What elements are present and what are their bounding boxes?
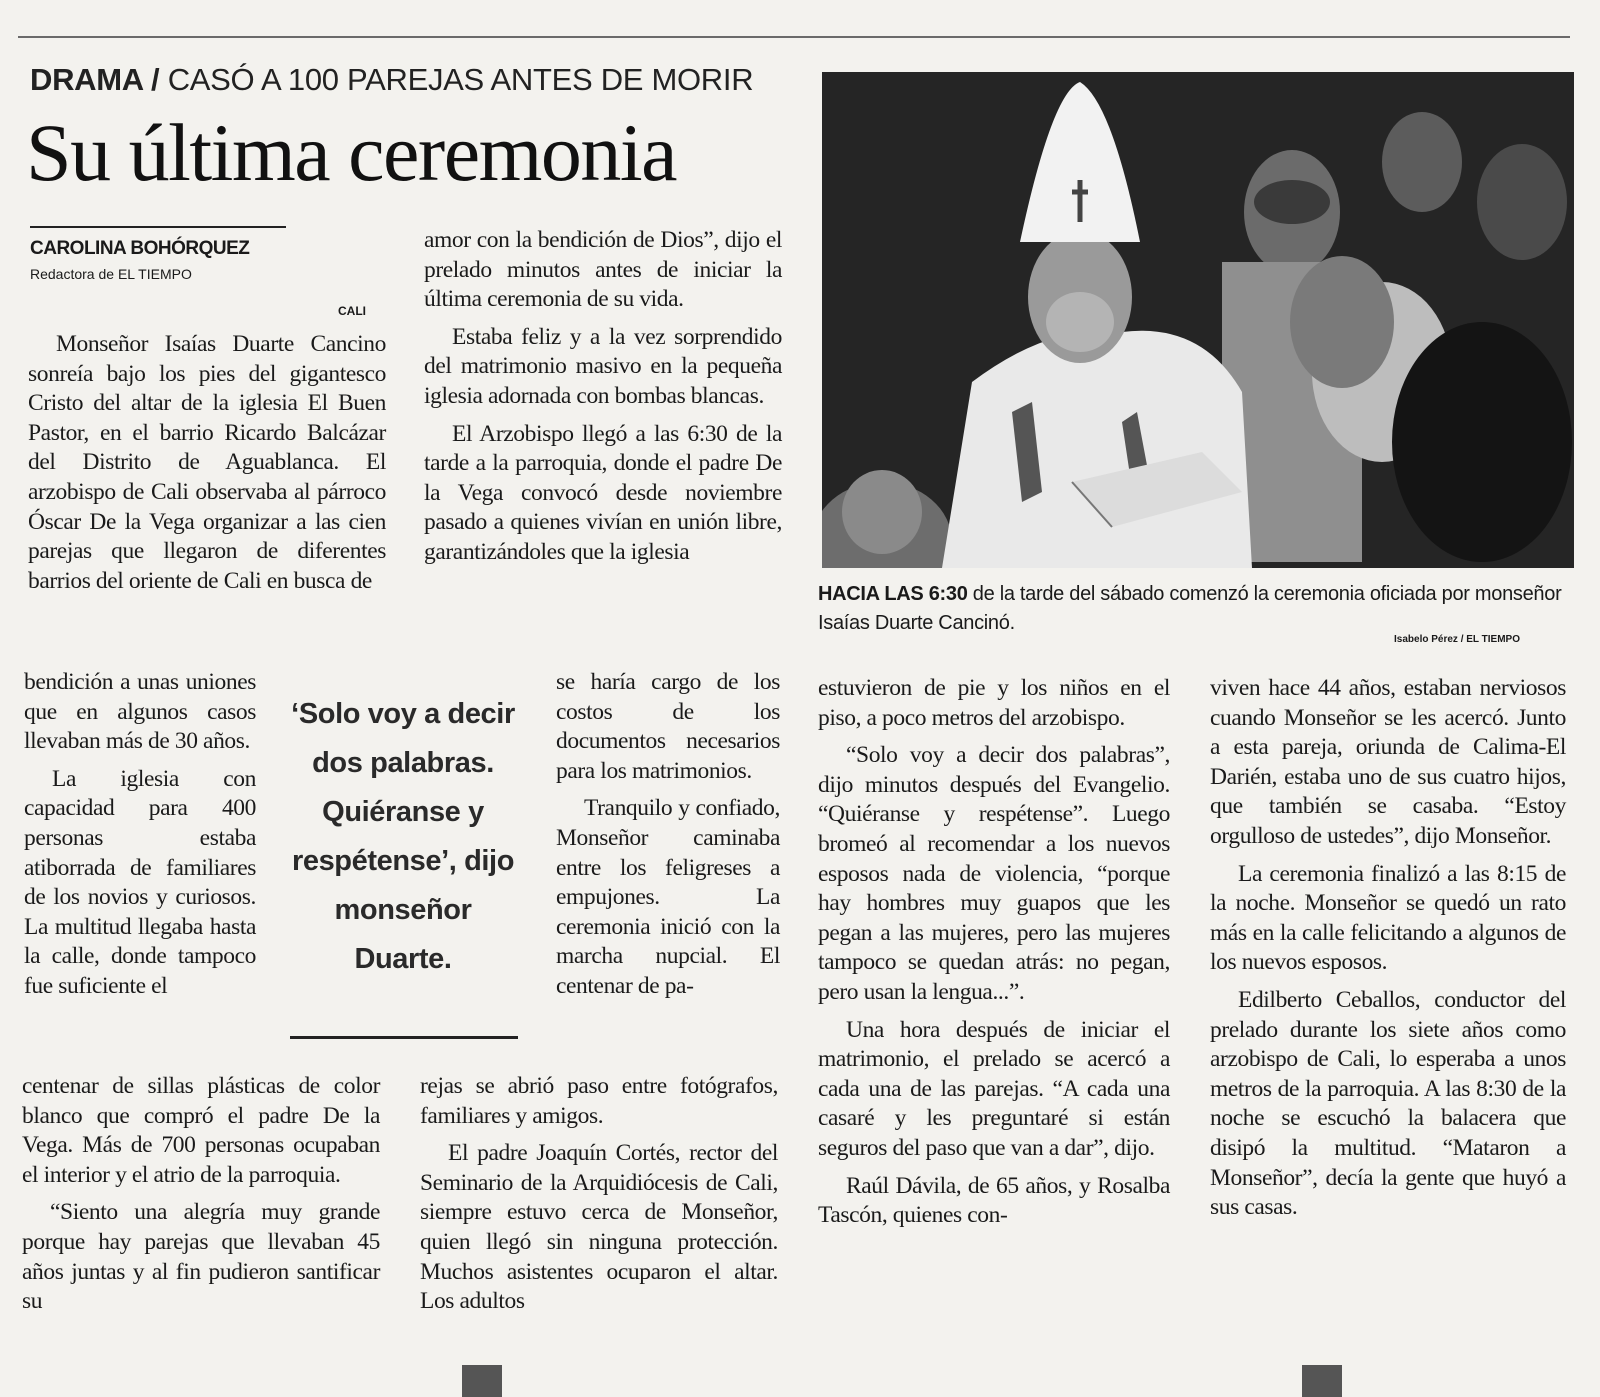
column-4: [1210, 674, 1566, 1223]
caption-lead: HACIA LAS 6:30: [818, 583, 968, 605]
kicker-text: CASÓ A 100 PAREJAS ANTES DE MORIR: [167, 62, 754, 97]
dateline: CALI: [338, 304, 366, 318]
paragraph: La iglesia con capacidad para 400 personas estaba atiborrada de familiares de los novios y curiosos. La multitud llegaba hasta la calle, donde tampoco fue suficiente el: [24, 765, 256, 999]
column-3: [818, 674, 1170, 1231]
paragraph: centenar de sillas plásticas de color blanco que compró el padre De la Vega. Más de 700 personas ocupaban el interior y el atrio de la parroquia.: [22, 1073, 380, 1188]
page-edge-mark: [462, 1365, 502, 1397]
paragraph: bendición a unas uniones que en algunos casos llevaban más de 30 años.: [24, 669, 256, 755]
column-2-narrow: [556, 668, 780, 1002]
paragraph: rejas se abrió paso entre fotógrafos, familiares y amigos.: [420, 1073, 778, 1129]
ceremony-photo-illustration: [822, 72, 1574, 568]
paragraph: Monseñor Isaías Duarte Cancino sonreía bajo los pies del gigantesco Cristo del altar de la iglesia El Buen Pastor, en el barrio Ricardo Balcázar del Distrito de Aguablanca. El arzobispo de Cali observaba al párroco Óscar De la Vega organizar a las cien parejas que llegaron de diferentes barrios del oriente de Cali en busca de: [28, 331, 386, 594]
caption-text: de la tarde del sábado comenzó la ceremonia oficiada por monseñor Isaías Duarte Cancinó.: [818, 583, 1562, 634]
paragraph: estuvieron de pie y los niños en el piso, a poco metros del arzobispo.: [818, 675, 1170, 731]
paragraph: “Solo voy a decir dos palabras”, dijo minutos después del Evangelio. “Quiéranse y respétense”. Luego bromeó al recomendar a los nuevos esposos nada de violencia, “porque hay hombres muy guapos que les pegan a las mujeres, pero las mujeres tampoco se quedan atrás: no pegan, pero usan la lengua...”.: [818, 742, 1170, 1005]
paragraph: Edilberto Ceballos, conductor del prelado durante los siete años como arzobispo de Cali, lo esperaba a unos metros de la parroquia. A las 8:30 de la noche se escuchó la balacera que disipó la multitud. “Mataron a Monseñor”, decía la gente que huyó a sus casas.: [1210, 986, 1566, 1221]
paragraph: amor con la bendición de Dios”, dijo el prelado minutos antes de iniciar la última ceremonia de su vida.: [424, 227, 782, 313]
kicker-section: DRAMA /: [30, 62, 160, 97]
column-1-narrow: [24, 668, 256, 1002]
paragraph: se haría cargo de los costos de los documentos necesarios para los matrimonios.: [556, 669, 780, 784]
column-2-bottom: [420, 1072, 778, 1317]
photo-credit: Isabelo Pérez / EL TIEMPO: [1394, 634, 1520, 645]
page-edge-mark: [1302, 1365, 1342, 1397]
paragraph: Estaba feliz y a la vez sorprendido del matrimonio masivo en la pequeña iglesia adornada con bombas blancas.: [424, 323, 782, 409]
pull-quote-rule: [290, 1036, 518, 1039]
kicker: [30, 62, 753, 98]
byline-role: Redactora de EL TIEMPO: [30, 266, 192, 282]
byline-rule: [30, 226, 286, 228]
paragraph: La ceremonia finalizó a las 8:15 de la noche. Monseñor se quedó un rato más en la calle felicitando a algunos de los nuevos esposos.: [1210, 860, 1566, 976]
paragraph: viven hace 44 años, estaban nerviosos cuando Monseñor se les acercó. Junto a esta pareja, oriunda de Calima-El Darién, estaba uno de sus cuatro hijos, que también se casaba. “Estoy orgulloso de ustedes”, dijo Monseñor.: [1210, 675, 1566, 849]
paragraph: “Siento una alegría muy grande porque hay parejas que llevaban 45 años juntas y al fin pudieron santificar su: [22, 1199, 380, 1315]
pull-quote: ‘Solo voy a decir dos palabras. Quiéranse y respétense’, dijo monseñor Duarte.: [291, 698, 515, 975]
paragraph: El Arzobispo llegó a las 6:30 de la tarde a la parroquia, donde el padre De la Vega convocó desde noviembre pasado a quienes vivían en unión libre, garantizándoles que la iglesia: [424, 420, 782, 565]
byline-name: CAROLINA BOHÓRQUEZ: [30, 238, 250, 259]
column-1-bottom: [22, 1072, 380, 1317]
paragraph: Una hora después de iniciar el matrimonio, el prelado se acercó a cada una de las parejas. “A cada una casaré y les preguntaré si están seguros del paso que van a dar”, dijo.: [818, 1016, 1170, 1161]
paragraph: Tranquilo y confiado, Monseñor caminaba entre los feligreses a empujones. La ceremonia inició con la marcha nupcial. El centenar de pa-: [556, 795, 780, 999]
top-rule: [18, 36, 1570, 38]
column-2-top: [424, 226, 782, 568]
column-1-top: [28, 330, 386, 596]
paragraph: Raúl Dávila, de 65 años, y Rosalba Tascón, quienes con-: [818, 1172, 1170, 1229]
paragraph: El padre Joaquín Cortés, rector del Seminario de la Arquidiócesis de Cali, siempre estuvo cerca de Monseñor, quien llegó sin ninguna protección. Muchos asistentes ocuparon el altar. Los adultos: [420, 1140, 778, 1315]
ceremony-photo: [822, 72, 1574, 568]
headline: Su última ceremonia: [26, 107, 677, 198]
photo-caption: [818, 580, 1574, 638]
